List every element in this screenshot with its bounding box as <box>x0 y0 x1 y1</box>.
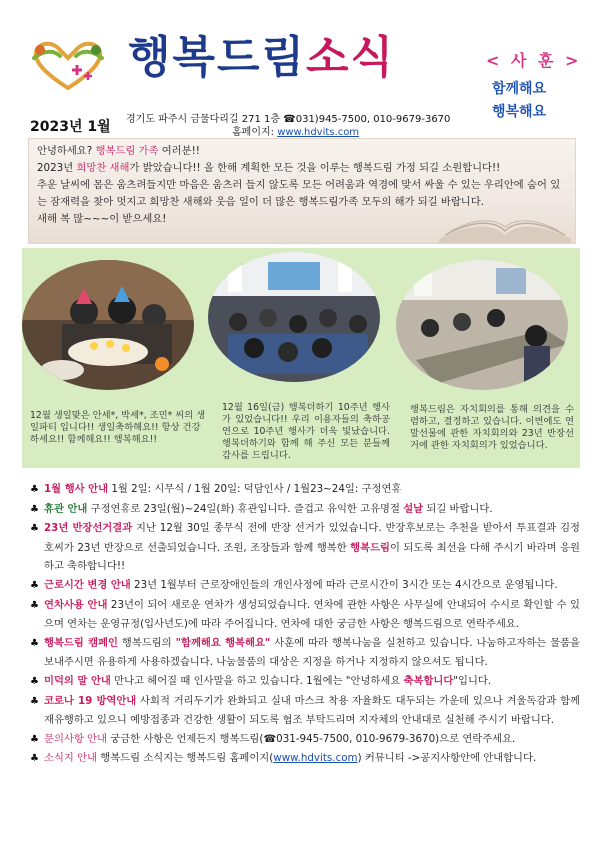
greeting-text: 가 밝았습니다!! 올 한해 계획한 모든 것을 이루는 행복드림 가정 되길 소원합니다!! <box>129 162 501 174</box>
news-highlight: 설날 <box>403 502 424 515</box>
news-title: 연차사용 안내 <box>44 598 108 611</box>
news-title: 휴관 안내 <box>44 502 88 515</box>
news-body: 궁금한 사항은 언제든지 행복드림(☎031-945-7500, 010-9679-3670)으로 연락주세요. <box>106 732 516 745</box>
birthday-party-photo <box>22 260 194 390</box>
news-body: 행복드림 소식지는 행복드림 홈페이지( <box>97 752 274 765</box>
photo-caption-2: 12월 16일(금) 행복더하기 10주년 행사가 있었습니다!! 우리 이용자들의 축하공연으로 10주년 행사가 더욱 빛났습니다. 행복더하기와 함께 해 주신 모든 분들께 감사를 드립니다. <box>222 402 390 461</box>
news-item-closure <box>30 500 580 520</box>
news-title: 23년 반장선거결과 <box>44 522 133 535</box>
news-body: 이 되도록 최선을 다해 주시기 바라며 응원하고 축하합니다!! <box>44 541 580 573</box>
newsletter-title <box>128 28 395 88</box>
news-item-newsletter <box>30 749 580 769</box>
news-item-inquiry <box>30 730 580 750</box>
greeting-highlight: 행복드림 가족 <box>95 145 159 157</box>
news-item-events <box>30 480 580 500</box>
news-title: 미덕의 말 안내 <box>44 674 111 687</box>
news-body: 구정연휴로 23일(월)~24일(화) 휴관입니다. 즐겁고 유익한 고유명절 <box>87 502 404 515</box>
newsletter-title-part1: 행복드림 <box>128 32 307 83</box>
homepage-link[interactable]: www.hdvits.com <box>277 127 360 138</box>
news-title: 소식지 안내 <box>44 752 98 765</box>
greeting-line-3: 추운 날씨에 몸은 움츠려들지만 마음은 움츠러 들지 않도록 모든 어려움과 역경에 맞서 싸울 수 있는 우리안에 숨어 있는 잠재력을 찾아 멋지고 희망찬 새해와 웃음 일이 더 많은 행복드림가족 모두의 해가 되길 바랍니다. <box>37 179 561 208</box>
news-body: 되길 바랍니다. <box>423 502 493 515</box>
homepage-label: 홈페이지: <box>232 127 275 138</box>
address: 경기도 파주시 금물다리길 271 1층 ☎031)945-7500, 010-9679-3670 <box>126 114 451 125</box>
club-bullet-icon: ♣ <box>30 599 39 611</box>
club-bullet-icon: ♣ <box>30 753 39 765</box>
news-highlight: "함께해요 행복해요" <box>175 636 271 649</box>
club-bullet-icon: ♣ <box>30 637 39 649</box>
greeting-line-2 <box>37 160 567 177</box>
greeting-highlight: 희망찬 새해 <box>76 162 130 174</box>
news-item-work-hours <box>30 576 580 596</box>
club-bullet-icon: ♣ <box>30 675 39 687</box>
news-item-annual-leave <box>30 596 580 634</box>
club-bullet-icon: ♣ <box>30 695 39 707</box>
club-bullet-icon: ♣ <box>30 484 39 495</box>
news-body: 사회적 거리두기가 완화되고 실내 마스크 착용 자율화도 대두되는 가운데 있으나 겨울독감과 함께 재유행하고 있으니 예방접종과 건강한 생활이 되도록 협조 부탁드리며 지자체의 안내대로 실천해 주시기 바랍니다. <box>44 694 580 727</box>
photo-caption-3: 행복드림은 자치회의를 통해 의견을 수렴하고, 결정하고 있습니다. 이번에도 연말선물에 관한 자치회의와 23년 반장선거에 관한 자치회의가 있었습니다. <box>410 404 574 451</box>
news-body: 사훈에 따라 행복나눔을 실천하고 있습니다. 나눔하고자하는 물품을 보내주시면 유용하게 사용하겠습니다. 나눔물품의 대상은 지정을 하거나 지정하지 않으셔도 됩니다. <box>44 636 580 669</box>
news-highlight: 축복합니다 <box>403 674 454 687</box>
hands-heart-logo <box>28 36 108 94</box>
homepage <box>232 123 359 138</box>
club-bullet-icon: ♣ <box>30 523 39 535</box>
news-body: 행복드림의 <box>117 636 176 649</box>
news-title: 행복드림 캠페인 <box>44 636 118 649</box>
club-bullet-icon: ♣ <box>30 579 39 591</box>
news-body: 23년이 되어 새로운 연차가 생성되었습니다. 연차에 관한 사항은 사무실에 안내되어 수시로 확인할 수 있으며 연차는 운영규정(입사년도)에 따라 주어집니다. 연차에 대한 궁금한 사항은 행복드림으로 연락주세요. <box>44 598 581 631</box>
greeting-box <box>28 138 576 244</box>
greeting-text: 2023년 <box>37 162 77 174</box>
newsletter-title-part2: 소식 <box>306 32 396 83</box>
greeting-line-1 <box>37 143 567 160</box>
news-list <box>30 480 580 769</box>
greeting-text: 여러분!! <box>158 145 200 157</box>
news-item-election <box>30 519 580 576</box>
greeting-text: 안녕하세요? <box>37 145 96 157</box>
news-body: 1월 2일: 시무식 / 1월 20일: 덕담인사 / 1월23~24일: 구정연휴 <box>108 483 402 495</box>
news-highlight: 행복드림 <box>350 541 390 554</box>
club-bullet-icon: ♣ <box>30 733 39 745</box>
motto-line-2: 행복해요 <box>492 104 547 120</box>
news-item-covid <box>30 692 580 730</box>
motto-title: < 사 훈 > <box>486 51 582 70</box>
news-title: 문의사항 안내 <box>44 732 107 745</box>
club-bullet-icon: ♣ <box>30 503 39 515</box>
photo-section <box>22 248 580 468</box>
homepage-link-footer[interactable]: www.hdvits.com <box>273 752 358 765</box>
photo-caption-1: 12월 생일맞은 안세*, 박세*, 조민* 씨의 생일파티 입니다!! 생일축하해요!! 항상 건강하세요!! 함께해요!! 행복해요!! <box>30 410 206 445</box>
news-body: "입니다. <box>453 674 492 687</box>
news-title: 1월 행사 안내 <box>44 483 109 495</box>
anniversary-event-photo <box>208 252 380 382</box>
open-book-icon <box>435 191 575 243</box>
greeting-line-4: 새해 복 많~~~이 받으세요! <box>37 213 167 225</box>
news-title: 근로시간 변경 안내 <box>44 578 131 591</box>
news-body: 지난 12월 30일 종무식 전에 반장 선거가 있었습니다. 반장후보로는 추천을 받아서 투표결과 김정호씨가 23년 반장으로 선출되었습니다. 조원, 조장들과 함께 행복한 <box>44 522 580 554</box>
self-government-meeting-photo <box>396 260 568 390</box>
news-title: 코로나 19 방역안내 <box>44 694 137 707</box>
motto-line-1: 함께해요 <box>492 81 547 97</box>
news-item-campaign <box>30 634 580 672</box>
news-body: 23년 1월부터 근로장애인들의 개인사정에 따라 근로시간이 3시간 또는 4시간으로 운영됩니다. <box>130 578 558 591</box>
issue-date: 2023년 1월 <box>30 119 111 135</box>
news-body: ) 커뮤니티 ->공지사항안에 안내합니다. <box>357 752 537 765</box>
news-body: 만나고 헤어질 때 인사말을 하고 있습니다. 1월에는 "안녕하세요 <box>110 674 404 687</box>
news-item-virtue-word <box>30 672 580 692</box>
